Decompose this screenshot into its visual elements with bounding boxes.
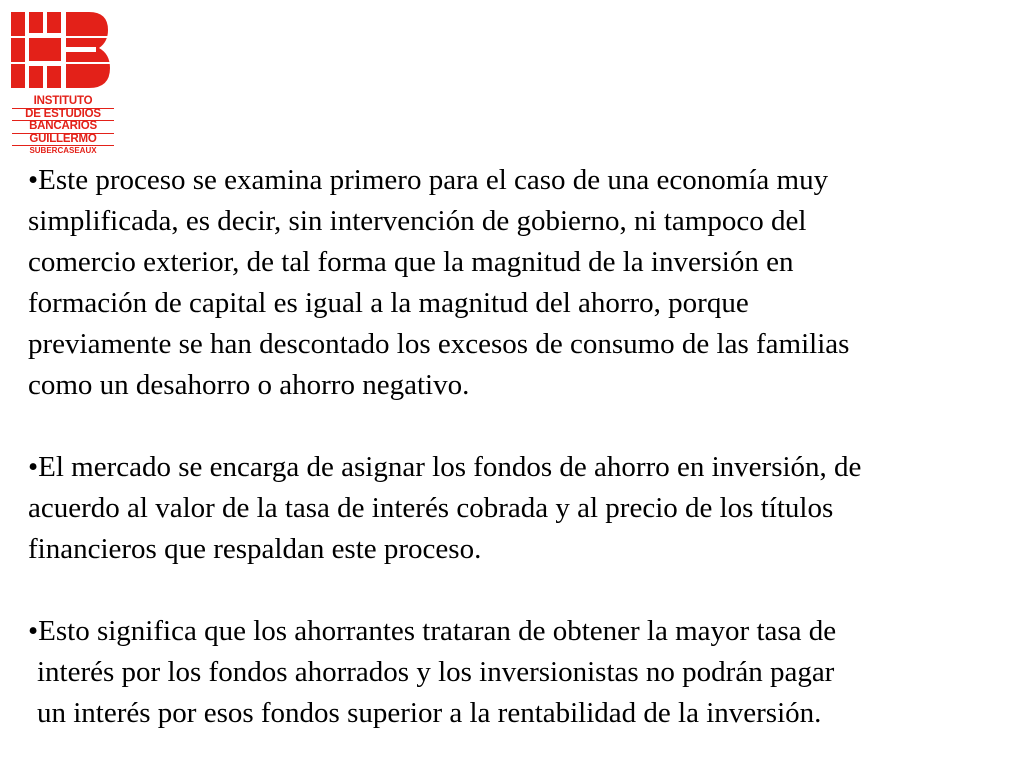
logo-line: SUBERCASEAUX: [29, 146, 97, 155]
text-line: formación de capital es igual a la magnitud del ahorro, porque: [28, 287, 749, 319]
logo-line: GUILLERMO: [12, 134, 114, 147]
text-line: comercio exterior, de tal forma que la magnitud de la inversión en: [28, 246, 794, 278]
text-line: un interés por esos fondos superior a la rentabilidad de la inversión.: [37, 697, 822, 729]
text-line: •Este proceso se examina primero para el caso de una economía muy: [28, 164, 829, 196]
text-line: •El mercado se encarga de asignar los fondos de ahorro en inversión, de: [28, 451, 862, 483]
paragraph-interest: [28, 611, 1018, 734]
logo-line: INSTITUTO: [12, 96, 114, 109]
text-line: •Esto significa que los ahorrantes trataran de obtener la mayor tasa de: [28, 615, 837, 647]
paragraph-spacer: [28, 406, 1018, 447]
logo-line: BANCARIOS: [12, 121, 114, 134]
text-line: simplificada, es decir, sin intervención de gobierno, ni tampoco del: [28, 205, 807, 237]
institute-logo: [11, 12, 113, 162]
paragraph-savings-investment: [28, 160, 1018, 406]
text-line: acuerdo al valor de la tasa de interés cobrada y al precio de los títulos: [28, 492, 834, 524]
text-line: como un desahorro o ahorro negativo.: [28, 369, 470, 401]
text-line: interés por los fondos ahorrados y los inversionistas no podrán pagar: [37, 656, 835, 688]
paragraph-spacer: [28, 570, 1018, 611]
paragraph-market: [28, 447, 1018, 570]
ieb-logo-mark: [11, 12, 111, 88]
logo-wordmark: [12, 96, 114, 156]
slide-body: [28, 160, 1018, 734]
text-line: previamente se han descontado los excesos de consumo de las familias: [28, 328, 850, 360]
logo-line: DE ESTUDIOS: [12, 109, 114, 122]
text-line: financieros que respaldan este proceso.: [28, 533, 482, 565]
